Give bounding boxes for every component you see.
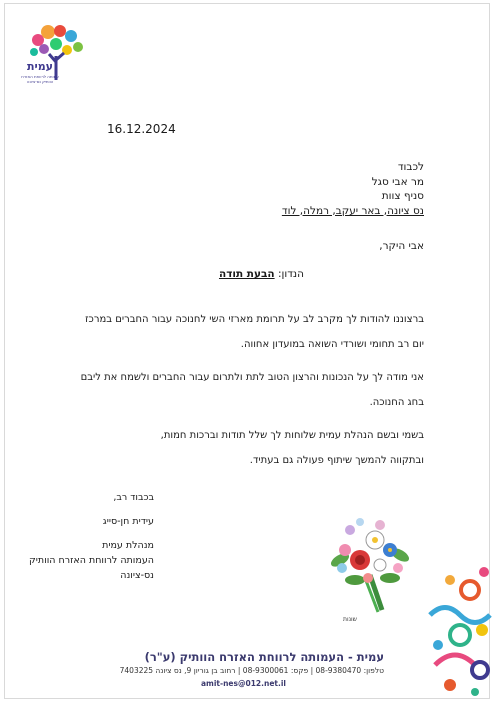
paragraph-line: יום רב תחומי ושורדי השואה במועדון אחווה. xyxy=(240,339,424,350)
closing: בכבוד רב, xyxy=(113,492,154,503)
logo-subtitle: עמותה לרווחת האזרח הוותיק נס-ציונה xyxy=(21,74,59,84)
subject-text: הבעת תודה xyxy=(218,268,275,280)
address-line: נס ציונה, באר יעקב, רמלה, לוד xyxy=(281,204,424,217)
signer-org: העמותה לרווחת האזרח הוותיק xyxy=(29,555,154,566)
flower-bouquet-illustration xyxy=(320,510,420,620)
decorative-swirl-corner xyxy=(420,560,494,700)
paragraph-line: ובתקווה להמשך שיתוף פעולה גם בעתיד. xyxy=(249,455,424,466)
paragraph-line: אני מודה לך על הנכונות והרצון הטוב לתת ולתרום עבור החברים ולשמח את ליבם xyxy=(80,372,424,383)
footer-email: amit-nes@012.net.il xyxy=(200,679,286,688)
address-line: סניף צוות xyxy=(381,190,424,202)
footer-title: עמית - העמותה לרווחת האזרח הוותיק (ע"ר) xyxy=(144,650,384,664)
logo-name: עמית xyxy=(26,60,54,73)
signer-city: נס-ציונה xyxy=(120,570,154,581)
address-line: מר אבי סגל xyxy=(371,175,424,188)
address-block xyxy=(282,160,424,218)
paragraph-line: בשמי ובשם הנהלת עמית שלוחות לך שלל תודות וברכות חמות, xyxy=(160,430,424,441)
address-line: לכבוד xyxy=(397,161,424,173)
paragraph-3 xyxy=(4,423,424,473)
bouquet-label: שונות xyxy=(343,616,357,623)
subject-prefix: הנדון: xyxy=(277,268,304,280)
paragraph-line: ברצוננו להודות לך מקרב לב על תרומת מארזי השי לחנוכה עבור החברים במרכז xyxy=(85,314,424,325)
signer-name: עידית חן-סייג xyxy=(102,516,154,527)
paragraph-line: בחג החנוכה. xyxy=(369,397,424,408)
greeting: אבי היקר, xyxy=(379,240,424,252)
footer-contact: טלפון: 08-9380470 | פקס: 08-9300061 | רחוב בן גוריון 9, נס ציונה 7403225 xyxy=(119,666,384,675)
paragraph-2 xyxy=(4,365,424,415)
paragraph-1 xyxy=(4,307,424,357)
signer-title: מנהלת עמית xyxy=(102,540,154,551)
letter-date: 16.12.2024 xyxy=(107,122,176,136)
subject-line xyxy=(219,268,304,280)
signature-block xyxy=(29,490,154,583)
